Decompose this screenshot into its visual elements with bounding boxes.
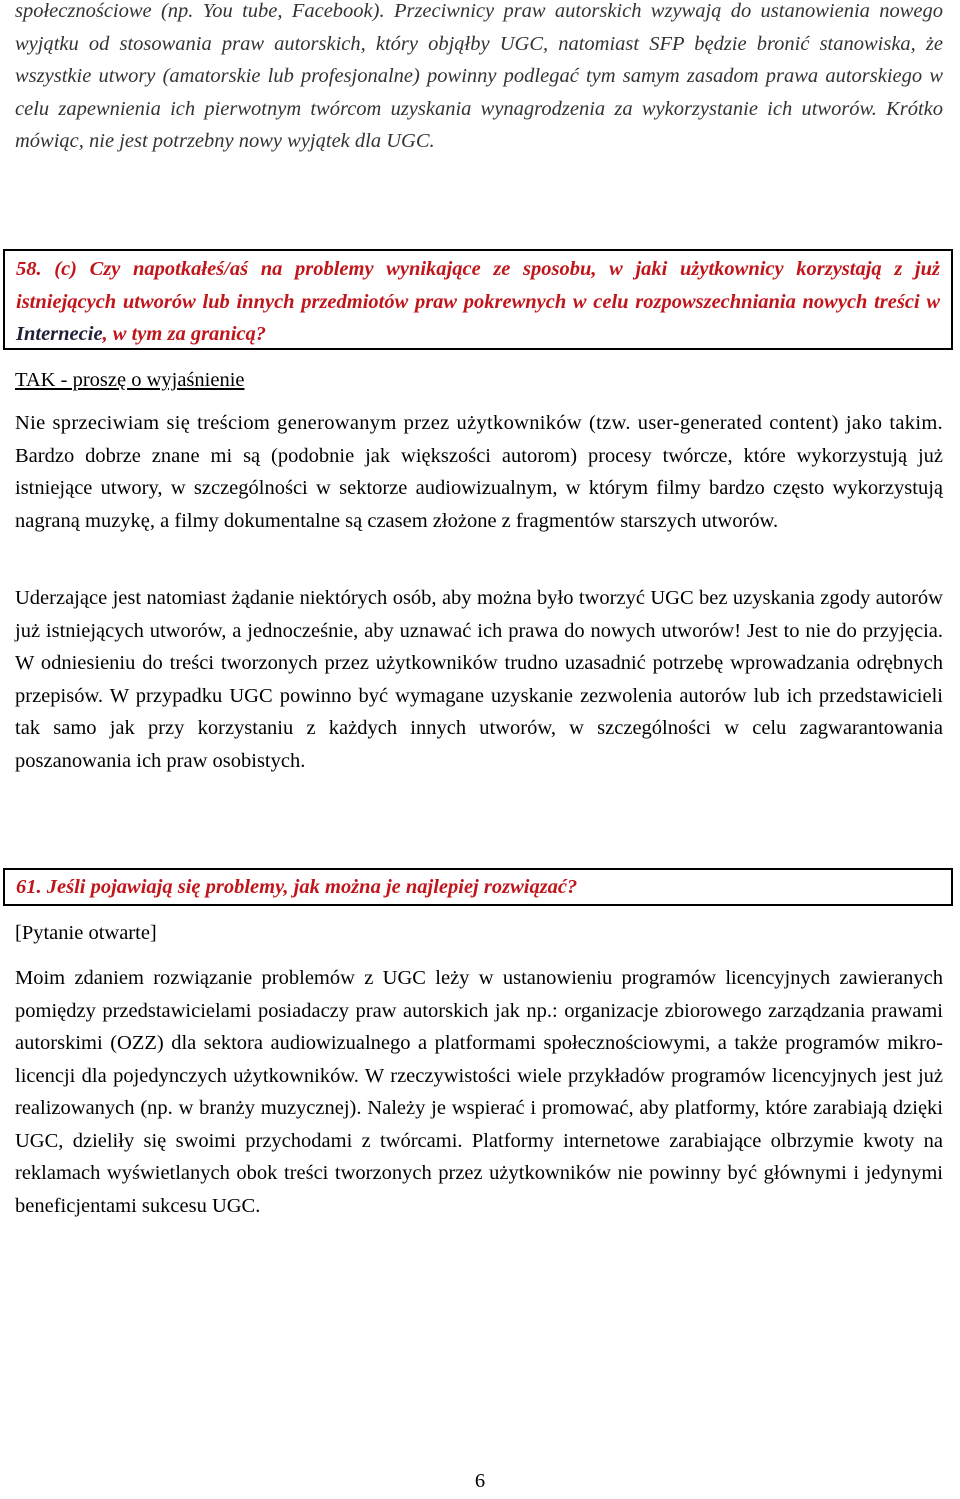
question-58-text-a: 58. (c) Czy napotkałeś/aś na problemy wynikające ze sposobu, w jaki użytkownicy korzystają z już istniejących utworów lub innych przedmiotów praw pokrewnych w celu rozpowszechniania nowych treści w [16,258,940,313]
question-61-answer-label: [Pytanie otwarte] [15,922,157,944]
question-58-text-c: , w tym za granicą? [102,323,266,345]
intro-paragraph [15,0,943,158]
question-58-answer-rest: Bardzo dobrze znane mi są (podobnie jak większości autorom) procesy twórcze, które wykorzystują już istniejące utwory, w szczególności w sektorze audiowizualnym, w którym filmy bardzo często wykorzystują nagraną muzykę, a filmy dokumentalne są czasem złożone z fragmentów starszych utworów. [15,444,943,532]
page-number: 6 [474,1470,486,1492]
question-61-text: 61. Jeśli pojawiają się problemy, jak można je najlepiej rozwiązać? [16,876,578,898]
intro-prefix: społecznościowe (np. You tube, Facebook). [15,0,394,22]
question-58-box [3,249,953,350]
question-61-box [3,868,953,906]
question-61-answer: Moim zdaniem rozwiązanie problemów z UGC leży w ustanowieniu programów licencyjnych zawieranych pomiędzy przedstawicielami posiadaczy praw autorskich jak np.: organizacje zbiorowego zarządzania prawami autorskimi (OZZ) dla sektora audiowizualnego a platformami społecznościowymi, a także programów mikro-licencji dla pojedynczych użytkowników. W rzeczywistości wiele przykładów programów licencyjnych jest już realizowanych (np. w branży muzycznej). Należy je wspierać i promować, aby platformy, które zarabiają dzięki UGC, dzieliły się swoimi przychodami z twórcami. Platformy internetowe zarabiające olbrzymie kwoty na reklamach wyświetlanych obok treści tworzonych przez użytkowników nie powinny być głównymi i jedynymi beneficjentami sukcesu UGC. [15,967,943,1217]
intro-rest: Przeciwnicy praw autorskich wzywają do ustanowienia nowego wyjątku od stosowania praw autorskich, który objąłby UGC, natomiast SFP będzie bronić stanowiska, że wszystkie utwory (amatorskie lub profesjonalne) powinny podlegać tym samym zasadom prawa autorskiego w celu zapewnienia ich pierwotnym twórcom uzyskania wynagrodzenia za wykorzystanie ich utworów. Krótko mówiąc, nie jest potrzebny nowy wyjątek dla UGC. [15,0,943,152]
question-58-answer [15,407,943,537]
question-58-paragraph-2: Uderzające jest natomiast żądanie niektórych osób, aby można było tworzyć UGC bez uzyskania zgody autorów już istniejących utworów, a jednocześnie, aby uznawać ich prawa do nowych utworów! Jest to nie do przyjęcia. W odniesieniu do treści tworzonych przez użytkowników trudno uzasadnić potrzebę wprowadzania odrębnych przepisów. W przypadku UGC powinno być wymagane uzyskanie zezwolenia autorów lub ich przedstawicieli tak samo jak przy korzystaniu z każdych innych utworów, w szczególności w celu zagwarantowania poszanowania ich praw osobistych. [15,587,943,772]
question-58-answer-line: Nie sprzeciwiam się treściom generowanym przez użytkowników (tzw. user-generated content) jako takim. [15,412,943,434]
question-58-answer-label: TAK - proszę o wyjaśnienie [15,369,245,391]
question-58-text-b: Internecie [16,323,103,345]
